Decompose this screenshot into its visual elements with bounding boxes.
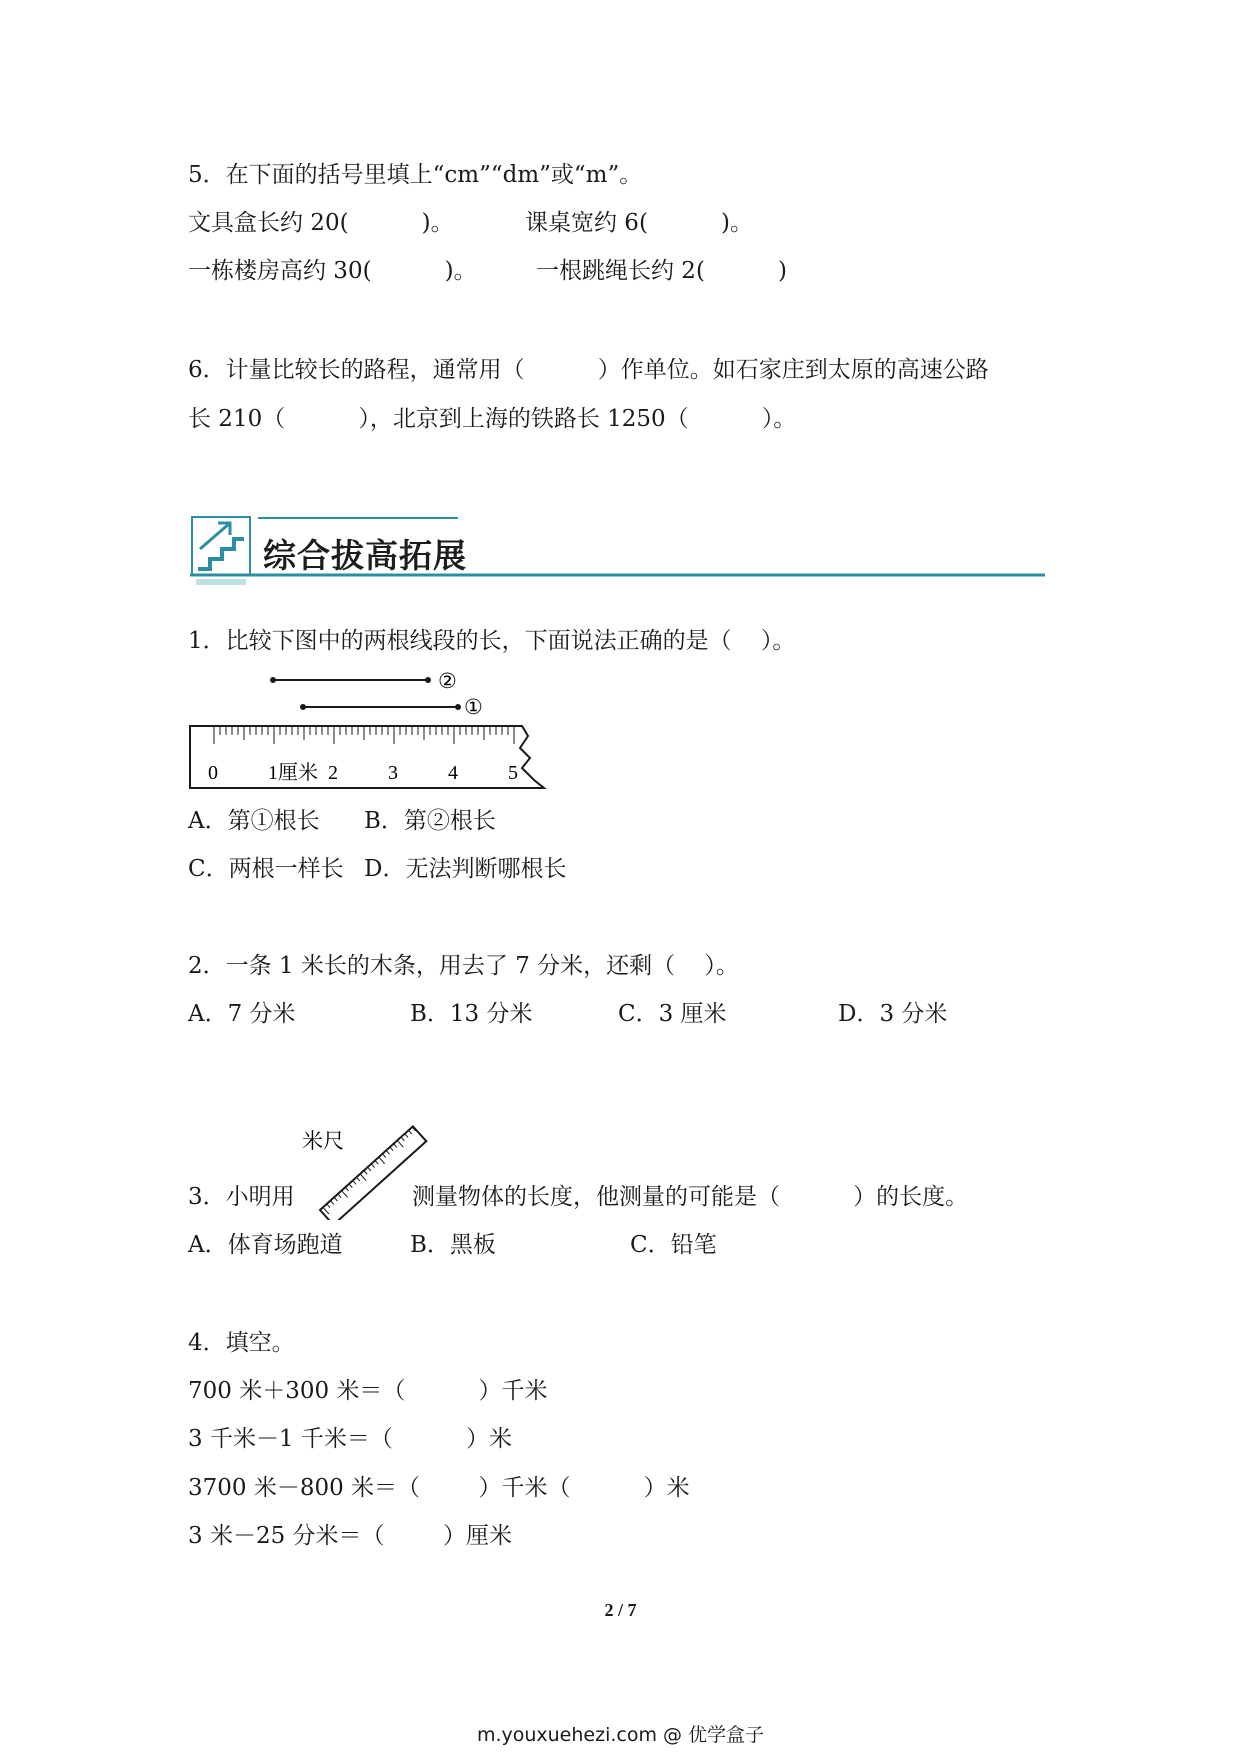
ruler-tick-label: 5 [508, 762, 518, 784]
p1-option-b: B．第②根长 [364, 808, 496, 834]
ruler-outline [190, 726, 544, 788]
p4-line-4: 3 米－25 分米＝（ ）厘米 [188, 1523, 513, 1549]
ruler-tick-label: 0 [208, 762, 218, 784]
p4-line-3: 3700 米－800 米＝（ ）千米（ ）米 [188, 1475, 690, 1501]
p1-option-d: D．无法判断哪根长 [364, 856, 567, 882]
p4-title: 4．填空。 [188, 1330, 295, 1356]
p3-option-c: C．铅笔 [630, 1232, 717, 1258]
segment-2 [270, 677, 431, 683]
p1-option-a: A．第①根长 [188, 808, 320, 834]
q5-row1-left: 文具盒长约 20( )。 [188, 210, 454, 236]
p2-option-d: D．3 分米 [838, 1001, 948, 1027]
p3-prefix: 3．小明用 [188, 1184, 295, 1210]
site-watermark: m.youxuehezi.com @ 优学盒子 [476, 1724, 765, 1746]
ruler-tick-label: 2 [328, 762, 338, 784]
section-title: 综合拔高拓展 [263, 536, 467, 575]
p2-option-b: B．13 分米 [410, 1001, 533, 1027]
p3-option-b: B．黑板 [410, 1232, 496, 1258]
meter-ruler-figure [290, 1090, 430, 1220]
p1-option-c: C．两根一样长 [188, 856, 344, 882]
q5-title: 5．在下面的括号里填上“cm”“dm”或“m”。 [188, 162, 643, 188]
segment-1-label: ① [464, 695, 483, 719]
q5-row2-left: 一栋楼房高约 30( )。 [188, 258, 477, 284]
section-header [190, 515, 1050, 605]
p4-line-1: 700 米＋300 米＝（ ）千米 [188, 1378, 548, 1404]
p2-option-c: C．3 厘米 [618, 1001, 727, 1027]
q6-line1: 6．计量比较长的路程，通常用（ ）作单位。如石家庄到太原的高速公路 [188, 357, 989, 383]
ruler-tick-label: 4 [448, 762, 458, 784]
segment-1 [300, 704, 461, 710]
page-number: 2 / 7 [604, 1600, 637, 1620]
q5-row2-right: 一根跳绳长约 2( ) [536, 258, 788, 284]
p3-option-a: A．体育场跑道 [188, 1232, 343, 1258]
p2-option-a: A．7 分米 [188, 1001, 296, 1027]
ruler-tick-label: 1厘米 [268, 762, 318, 784]
ruler-figure [188, 668, 558, 800]
meter-ruler-label: 米尺 [302, 1129, 344, 1153]
q5-row1-right: 课桌宽约 6( )。 [525, 210, 754, 236]
segment-2-label: ② [438, 669, 457, 693]
ruler-tick-label: 3 [388, 762, 398, 784]
p3-suffix: 测量物体的长度，他测量的可能是（ ）的长度。 [412, 1184, 969, 1210]
p2-title: 2．一条 1 米长的木条，用去了 7 分米，还剩（ ）。 [188, 953, 739, 979]
p1-title: 1．比较下图中的两根线段的长，下面说法正确的是（ ）。 [188, 628, 796, 654]
p4-line-2: 3 千米－1 千米＝（ ）米 [188, 1426, 512, 1452]
q6-line2: 长 210（ ），北京到上海的铁路长 1250（ ）。 [188, 406, 797, 432]
